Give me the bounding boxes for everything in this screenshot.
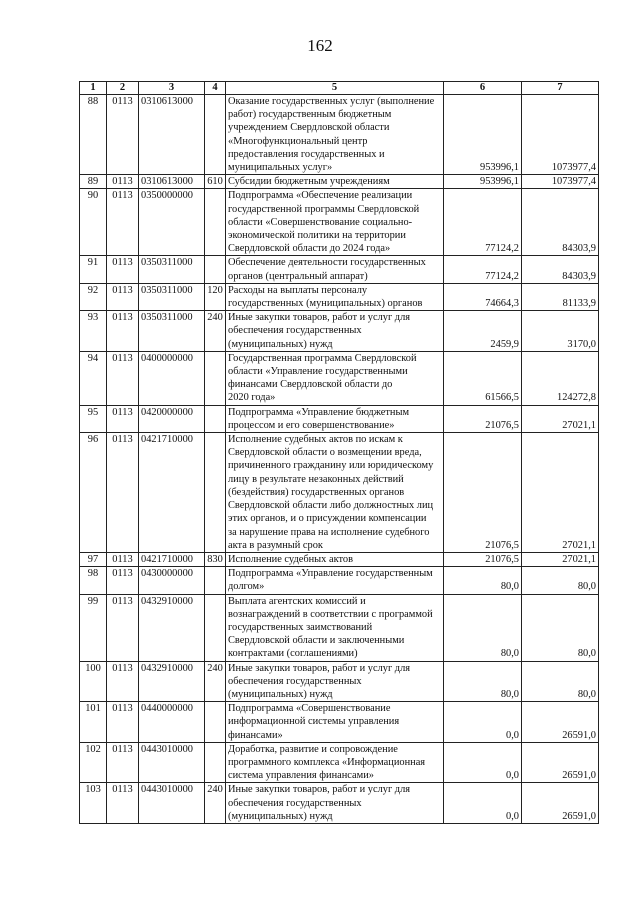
section-code: 0113 <box>107 594 139 661</box>
section-code: 0113 <box>107 95 139 175</box>
row-number: 103 <box>80 783 107 824</box>
table-row <box>80 552 599 566</box>
expense-type <box>205 702 226 743</box>
column-header: 2 <box>107 82 139 95</box>
expense-type <box>205 351 226 405</box>
row-number: 97 <box>80 552 107 566</box>
description: Расходы на выплаты персоналу государственных (муниципальных) органов <box>226 283 444 310</box>
amount-col-6: 80,0 <box>444 567 522 594</box>
table-row <box>80 783 599 824</box>
row-number: 96 <box>80 433 107 553</box>
expense-type <box>205 256 226 283</box>
table-row <box>80 256 599 283</box>
expense-type <box>205 594 226 661</box>
amount-col-6: 21076,5 <box>444 552 522 566</box>
amount-col-6: 21076,5 <box>444 433 522 553</box>
section-code: 0113 <box>107 351 139 405</box>
amount-col-7: 26591,0 <box>522 783 599 824</box>
description: Доработка, развитие и сопровождение программного комплекса «Информационная система управления финансами» <box>226 742 444 783</box>
description: Оказание государственных услуг (выполнение работ) государственным бюджетным учреждением Свердловской области «Многофункциональный центр предоставления государственных и муниципальных услуг» <box>226 95 444 175</box>
description: Государственная программа Свердловской области «Управление государственными финансами Свердловской области до 2020 года» <box>226 351 444 405</box>
target-code: 0350311000 <box>139 311 205 352</box>
amount-col-7: 80,0 <box>522 594 599 661</box>
row-number: 90 <box>80 189 107 256</box>
target-code: 0310613000 <box>139 175 205 189</box>
target-code: 0350000000 <box>139 189 205 256</box>
table-row <box>80 567 599 594</box>
table-row <box>80 283 599 310</box>
description: Иные закупки товаров, работ и услуг для обеспечения государственных (муниципальных) нужд <box>226 661 444 702</box>
description: Обеспечение деятельности государственных органов (центральный аппарат) <box>226 256 444 283</box>
target-code: 0440000000 <box>139 702 205 743</box>
section-code: 0113 <box>107 175 139 189</box>
target-code: 0421710000 <box>139 552 205 566</box>
amount-col-7: 27021,1 <box>522 433 599 553</box>
section-code: 0113 <box>107 189 139 256</box>
expense-type: 830 <box>205 552 226 566</box>
description: Субсидии бюджетным учреждениям <box>226 175 444 189</box>
section-code: 0113 <box>107 661 139 702</box>
amount-col-7: 84303,9 <box>522 189 599 256</box>
expense-type <box>205 95 226 175</box>
amount-col-6: 74664,3 <box>444 283 522 310</box>
target-code: 0432910000 <box>139 594 205 661</box>
row-number: 93 <box>80 311 107 352</box>
table-row <box>80 405 599 432</box>
column-header: 4 <box>205 82 226 95</box>
expense-type <box>205 405 226 432</box>
section-code: 0113 <box>107 783 139 824</box>
amount-col-6: 80,0 <box>444 594 522 661</box>
table-row <box>80 661 599 702</box>
section-code: 0113 <box>107 567 139 594</box>
section-code: 0113 <box>107 283 139 310</box>
header-row <box>80 82 599 95</box>
section-code: 0113 <box>107 433 139 553</box>
table-row <box>80 742 599 783</box>
table-row <box>80 189 599 256</box>
target-code: 0443010000 <box>139 783 205 824</box>
amount-col-7: 1073977,4 <box>522 175 599 189</box>
expense-type: 120 <box>205 283 226 310</box>
column-header: 1 <box>80 82 107 95</box>
target-code: 0430000000 <box>139 567 205 594</box>
expense-type: 610 <box>205 175 226 189</box>
table-row <box>80 175 599 189</box>
expense-type: 240 <box>205 661 226 702</box>
amount-col-7: 26591,0 <box>522 702 599 743</box>
table-row <box>80 351 599 405</box>
description: Иные закупки товаров, работ и услуг для обеспечения государственных (муниципальных) нужд <box>226 311 444 352</box>
row-number: 102 <box>80 742 107 783</box>
table-body <box>80 95 599 824</box>
section-code: 0113 <box>107 702 139 743</box>
description: Подпрограмма «Управление государственным долгом» <box>226 567 444 594</box>
row-number: 89 <box>80 175 107 189</box>
row-number: 101 <box>80 702 107 743</box>
amount-col-7: 80,0 <box>522 567 599 594</box>
description: Выплата агентских комиссий и вознаграждений в соответствии с программой государственных заимствований Свердловской области и заключенными контрактами (соглашениями) <box>226 594 444 661</box>
amount-col-6: 2459,9 <box>444 311 522 352</box>
description: Иные закупки товаров, работ и услуг для обеспечения государственных (муниципальных) нужд <box>226 783 444 824</box>
description: Подпрограмма «Обеспечение реализации государственной программы Свердловской области «Совершенствование социально- экономической политики на территории Свердловской области до 2024 года» <box>226 189 444 256</box>
target-code: 0443010000 <box>139 742 205 783</box>
row-number: 92 <box>80 283 107 310</box>
amount-col-7: 1073977,4 <box>522 95 599 175</box>
amount-col-7: 27021,1 <box>522 552 599 566</box>
amount-col-7: 26591,0 <box>522 742 599 783</box>
expense-type: 240 <box>205 783 226 824</box>
description: Исполнение судебных актов по искам к Свердловской области о возмещении вреда, причиненного гражданину или юридическому лицу в результате незаконных действий (бездействия) государственных органов Свердловской области либо должностных лиц этих органов, и о присуждении компенсации за нарушение права на исполнение судебного акта в разумный срок <box>226 433 444 553</box>
section-code: 0113 <box>107 256 139 283</box>
expense-type <box>205 189 226 256</box>
amount-col-7: 124272,8 <box>522 351 599 405</box>
amount-col-6: 77124,2 <box>444 189 522 256</box>
table-row <box>80 594 599 661</box>
row-number: 91 <box>80 256 107 283</box>
amount-col-7: 81133,9 <box>522 283 599 310</box>
amount-col-6: 953996,1 <box>444 95 522 175</box>
target-code: 0350311000 <box>139 256 205 283</box>
row-number: 100 <box>80 661 107 702</box>
amount-col-6: 953996,1 <box>444 175 522 189</box>
amount-col-6: 0,0 <box>444 783 522 824</box>
target-code: 0400000000 <box>139 351 205 405</box>
amount-col-7: 84303,9 <box>522 256 599 283</box>
target-code: 0350311000 <box>139 283 205 310</box>
row-number: 94 <box>80 351 107 405</box>
page-number: 162 <box>307 36 333 55</box>
description: Исполнение судебных актов <box>226 552 444 566</box>
row-number: 95 <box>80 405 107 432</box>
amount-col-6: 21076,5 <box>444 405 522 432</box>
section-code: 0113 <box>107 552 139 566</box>
expense-type <box>205 433 226 553</box>
table-row <box>80 311 599 352</box>
description: Подпрограмма «Совершенствование информационной системы управления финансами» <box>226 702 444 743</box>
section-code: 0113 <box>107 405 139 432</box>
amount-col-7: 27021,1 <box>522 405 599 432</box>
table-row <box>80 702 599 743</box>
target-code: 0420000000 <box>139 405 205 432</box>
column-header: 6 <box>444 82 522 95</box>
table-row <box>80 95 599 175</box>
row-number: 88 <box>80 95 107 175</box>
expense-type <box>205 742 226 783</box>
column-header: 7 <box>522 82 599 95</box>
column-header: 3 <box>139 82 205 95</box>
row-number: 99 <box>80 594 107 661</box>
amount-col-7: 80,0 <box>522 661 599 702</box>
target-code: 0310613000 <box>139 95 205 175</box>
amount-col-6: 0,0 <box>444 742 522 783</box>
section-code: 0113 <box>107 742 139 783</box>
table-row <box>80 433 599 553</box>
expense-type: 240 <box>205 311 226 352</box>
expense-type <box>205 567 226 594</box>
description: Подпрограмма «Управление бюджетным процессом и его совершенствование» <box>226 405 444 432</box>
target-code: 0421710000 <box>139 433 205 553</box>
amount-col-7: 3170,0 <box>522 311 599 352</box>
budget-table <box>79 81 599 824</box>
column-header: 5 <box>226 82 444 95</box>
row-number: 98 <box>80 567 107 594</box>
amount-col-6: 0,0 <box>444 702 522 743</box>
target-code: 0432910000 <box>139 661 205 702</box>
amount-col-6: 77124,2 <box>444 256 522 283</box>
section-code: 0113 <box>107 311 139 352</box>
amount-col-6: 61566,5 <box>444 351 522 405</box>
amount-col-6: 80,0 <box>444 661 522 702</box>
